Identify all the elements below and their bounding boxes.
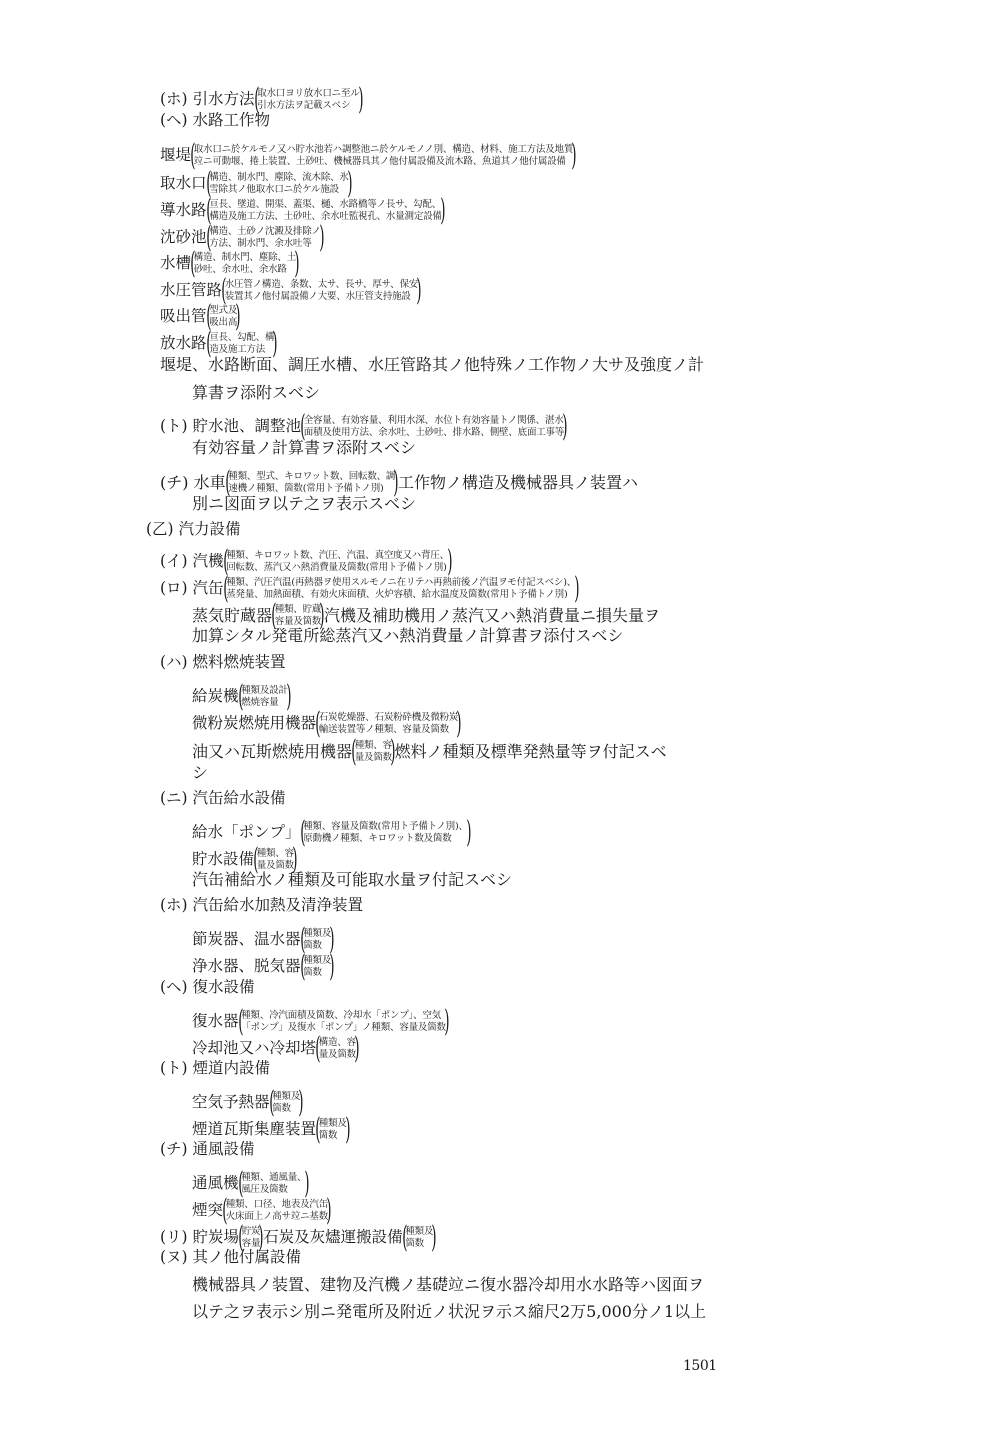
left-paren: ( xyxy=(401,1220,408,1255)
note-line: 貯炭 xyxy=(241,1226,261,1237)
text-line xyxy=(160,898,363,914)
note-line: 種類、通風量、 xyxy=(241,1172,307,1183)
note-line: 量及箇数 xyxy=(318,1049,356,1060)
line-text: (チ) 通風設備 xyxy=(160,1140,255,1158)
text-line xyxy=(192,765,208,781)
note-line: 砂吐、余水吐、余水路 xyxy=(193,264,287,275)
note-line: 速機ノ種類、箇数(常用ト予備トノ別) xyxy=(228,483,384,494)
text-line xyxy=(160,544,453,579)
note-line: 蒸発量、加熱面積、有効火床面積、火炉容積、給水温度及箇数(常用ト予備トノ別) xyxy=(226,589,568,600)
note-line: 竝ニ可動堰、捲上装置、土砂吐、機械器具其ノ他付属設備及流木路、魚道其ノ他付属設備 xyxy=(193,156,566,167)
right-paren: ) xyxy=(319,598,325,633)
annotation-note xyxy=(299,949,335,984)
text-line xyxy=(160,138,577,173)
note-line: 方法、制水門、余水吐等 xyxy=(209,238,312,249)
annotation-note xyxy=(237,1166,310,1201)
note-line: 構造及施工方法、土砂吐、余水吐監視孔、水量測定設備 xyxy=(209,211,442,222)
text-line xyxy=(192,628,623,644)
note-line: 面積及使用方法、余水吐、土砂吐、排水路、側壁、底面工事等 xyxy=(303,427,565,438)
text-line xyxy=(160,655,286,671)
note-line: 箇数 xyxy=(318,1130,338,1141)
text-line xyxy=(160,299,241,334)
text-line xyxy=(192,815,472,850)
right-paren: ) xyxy=(393,465,399,500)
note-line: 石炭乾燥器、石炭粉砕機及微粉炭 xyxy=(318,712,459,723)
left-paren: ( xyxy=(190,246,196,281)
line-text: 堰堤 xyxy=(160,146,192,165)
line-text: (イ) 汽機 xyxy=(160,552,224,571)
left-paren: ( xyxy=(351,734,357,769)
left-paren: ( xyxy=(224,465,231,500)
line-text: 水圧管路 xyxy=(160,281,223,300)
line-text: シ xyxy=(192,763,209,782)
right-paren: ) xyxy=(329,922,335,957)
line-text: 水槽 xyxy=(160,254,192,273)
left-paren: ( xyxy=(205,220,212,255)
left-paren: ( xyxy=(205,166,212,201)
right-paren: ) xyxy=(431,1220,437,1255)
note-line: 輸送装置等ノ種類、容量及箇数 xyxy=(318,724,449,735)
right-paren: ) xyxy=(292,842,298,877)
right-paren: ) xyxy=(235,299,241,334)
line-text: 給炭機 xyxy=(192,687,239,706)
text-line xyxy=(160,980,255,996)
note-line: 箇数 xyxy=(405,1238,424,1249)
line-text: 以テ之ヲ表示シ別ニ発電所及附近ノ状況ヲ示ス縮尺2万5,000分ノ1以上 xyxy=(192,1302,707,1321)
note-line: 取水口ニ於ケルモノ又ハ貯水池若ハ調整池ニ於ケルモノノ別、構造、材料、施工方法及地質 xyxy=(193,144,574,155)
note-line: 種類及 xyxy=(303,928,332,939)
note-line: 種類及 xyxy=(405,1226,434,1237)
note-line: 種類、冷汽面積及箇数、冷却水「ポンプ」、空気 xyxy=(241,1010,442,1021)
page-number: 1501 xyxy=(683,1358,717,1374)
right-paren: ) xyxy=(329,949,335,984)
right-paren: ) xyxy=(272,326,278,361)
line-text: 空気予熱器 xyxy=(192,1093,270,1112)
text-line xyxy=(192,734,667,769)
left-paren: ( xyxy=(205,193,212,228)
note-line: 回転数、蒸汽又ハ熱消費量及箇数(常用ト予備トノ別) xyxy=(226,562,447,573)
right-paren: ) xyxy=(439,193,446,228)
text-line xyxy=(192,496,416,512)
text-line xyxy=(192,1166,310,1201)
note-line: 量及箇数 xyxy=(354,752,392,763)
line-text: 煙突 xyxy=(192,1201,224,1220)
right-paren: ) xyxy=(390,734,396,769)
annotation-note xyxy=(315,1112,351,1147)
left-paren: ( xyxy=(299,922,306,957)
left-paren: ( xyxy=(315,1031,321,1066)
annotation-note xyxy=(237,679,292,714)
left-paren: ( xyxy=(271,598,277,633)
note-line: 種類、容 xyxy=(354,740,392,751)
note-line: 風圧及箇数 xyxy=(241,1184,288,1195)
note-line: 亘長、墜道、開渠、蓋渠、樋、水路橋等ノ長サ、勾配、 xyxy=(209,199,442,210)
line-text: 有効容量ノ計算書ヲ添附スベシ xyxy=(192,438,417,457)
line-text: (ヘ) 復水設備 xyxy=(160,978,255,996)
note-line: 種類及 xyxy=(303,955,332,966)
right-paren: ) xyxy=(456,706,462,741)
annotation-note xyxy=(205,193,446,228)
right-paren: ) xyxy=(344,1112,351,1147)
right-paren: ) xyxy=(326,1193,332,1228)
line-text: (乙) 汽力設備 xyxy=(146,520,241,538)
text-line xyxy=(192,385,320,401)
note-line: 種類、容 xyxy=(256,848,294,859)
line-text: (ロ) 汽缶 xyxy=(160,579,224,598)
annotation-note xyxy=(268,1085,304,1120)
line-text: 浄水器、脱気器 xyxy=(192,957,301,976)
annotation-note xyxy=(190,246,300,281)
line-text: 算書ヲ添附スベシ xyxy=(192,383,321,402)
right-paren: ) xyxy=(298,1085,304,1120)
right-paren: ) xyxy=(258,1220,264,1255)
line-text: (ホ) 汽缶給水加熱及清浄装置 xyxy=(160,896,364,914)
line-text: 燃料ノ種類及標準発熱量等ヲ付記スベ xyxy=(394,742,667,761)
annotation-note xyxy=(221,273,422,308)
text-line xyxy=(160,246,300,281)
line-text: 別ニ図面ヲ以テ之ヲ表示スベシ xyxy=(192,494,417,513)
text-line xyxy=(160,193,446,228)
left-paren: ( xyxy=(238,1220,244,1255)
note-line: 構造、制水門、塵除、流木除、氷 xyxy=(209,172,349,183)
line-text: 微粉炭燃焼用機器 xyxy=(192,714,317,733)
line-text: (ト) 煙道内設備 xyxy=(160,1059,271,1077)
line-text: 沈砂池 xyxy=(160,228,207,247)
note-line: 箇数 xyxy=(303,940,322,951)
line-text: (リ) 貯炭場 xyxy=(160,1228,240,1247)
left-paren: ( xyxy=(190,138,196,173)
right-paren: ) xyxy=(294,246,300,281)
text-line xyxy=(192,1304,706,1320)
note-line: 引水方法ヲ記載スベシ xyxy=(257,100,351,111)
annotation-note xyxy=(205,299,241,334)
note-line: 造及施工方法 xyxy=(209,344,266,355)
note-line: 量及箇数 xyxy=(256,860,294,871)
line-text: 冷却池又ハ冷却塔 xyxy=(192,1039,317,1058)
left-paren: ( xyxy=(237,679,244,714)
right-paren: ) xyxy=(466,815,472,850)
note-line: 燃焼容量 xyxy=(241,697,279,708)
note-line: 容量 xyxy=(241,1238,261,1249)
line-text: 復水器 xyxy=(192,1012,239,1031)
line-text: 堰堤、水路断面、調圧水槽、水圧管路其ノ他特殊ノ工作物ノ大サ及強度ノ計 xyxy=(160,355,705,374)
text-line xyxy=(160,166,353,201)
line-text: (ハ) 燃料燃焼装置 xyxy=(160,653,286,671)
text-line xyxy=(192,1277,704,1293)
line-text: 放水路 xyxy=(160,334,207,353)
text-line xyxy=(192,1085,304,1120)
note-line: 装置其ノ他付属設備ノ大要、水圧管支持施設 xyxy=(224,291,411,302)
line-text: (ヘ) 水路工作物 xyxy=(160,111,271,129)
note-line: 取水口ヨリ放水口ニ至ル xyxy=(257,88,360,99)
line-text: 機械器具ノ装置、建物及汽機ノ基礎竝ニ復水器冷却用水水路等ハ図面ヲ xyxy=(192,1275,705,1294)
line-text: 加算シタル発電所総蒸汽又ハ熱消費量ノ計算書ヲ添付スベシ xyxy=(192,626,624,645)
left-paren: ( xyxy=(300,409,306,444)
left-paren: ( xyxy=(299,815,306,850)
note-line: 雪除其ノ他取水口ニ於ケル施設 xyxy=(209,184,339,195)
line-text: 給水「ポンプ」 xyxy=(192,823,301,842)
text-line xyxy=(160,791,286,807)
line-text: 蒸気貯蔵器 xyxy=(192,606,273,625)
note-line: 箇数 xyxy=(303,967,322,978)
note-line: 種類、キロワット数、汽圧、汽温、真空度又ハ背圧、 xyxy=(226,550,449,561)
left-paren: ( xyxy=(221,273,227,308)
text-line xyxy=(160,357,704,373)
right-paren: ) xyxy=(416,273,422,308)
line-text: 導水路 xyxy=(160,201,207,220)
left-paren: ( xyxy=(237,1166,244,1201)
right-paren: ) xyxy=(354,1031,360,1066)
annotation-note xyxy=(315,1031,360,1066)
text-line xyxy=(192,872,512,888)
annotation-note xyxy=(190,138,577,173)
right-paren: ) xyxy=(447,544,453,579)
line-text: 貯水設備 xyxy=(192,850,255,869)
text-line xyxy=(160,1061,270,1077)
note-line: 種類及設計 xyxy=(241,685,288,696)
line-text: 石炭及灰燼運搬設備 xyxy=(263,1228,403,1247)
annotation-note xyxy=(205,166,353,201)
note-line: 構造、制水門、塵除、土 xyxy=(193,252,297,263)
note-line: 原動機ノ種類、キロワット数及箇数 xyxy=(303,833,452,844)
line-text: 油又ハ瓦斯燃焼用機器 xyxy=(192,742,353,761)
line-text: 煙道瓦斯集塵装置 xyxy=(192,1120,317,1139)
right-paren: ) xyxy=(319,220,325,255)
annotation-note xyxy=(351,734,396,769)
text-line xyxy=(160,1142,255,1158)
left-paren: ( xyxy=(268,1085,275,1120)
annotation-note xyxy=(299,815,472,850)
right-paren: ) xyxy=(574,571,580,606)
note-line: 構造、容 xyxy=(318,1037,356,1048)
text-line xyxy=(160,113,270,129)
note-line: 構造、土砂ノ沈澱及排除ノ xyxy=(209,226,321,237)
line-text: 汽機及補助機用ノ蒸汽又ハ熱消費量ニ損失量ヲ xyxy=(323,606,660,625)
left-paren: ( xyxy=(253,842,259,877)
text-line xyxy=(192,440,416,456)
right-paren: ) xyxy=(562,409,568,444)
note-line: 種類及 xyxy=(318,1118,347,1129)
text-line xyxy=(146,522,241,538)
note-line: 「ポンプ」及復水「ポンプ」ノ種類、容量及箇数 xyxy=(241,1022,446,1033)
left-paren: ( xyxy=(299,949,306,984)
note-line: 種類、型式、キロワット数、回転数、調 xyxy=(228,471,396,482)
text-line xyxy=(192,679,292,714)
note-line: 種類、汽圧汽温(再熱器ヲ使用スルモノニ在リテハ再熱前後ノ汽温ヲモ付記スベシ)、 xyxy=(226,577,577,588)
line-text: 節炭器、温水器 xyxy=(192,930,301,949)
note-line: 亘長、勾配、構 xyxy=(209,332,275,343)
annotation-note xyxy=(253,82,364,117)
note-line: 箇数 xyxy=(272,1103,291,1114)
annotation-note xyxy=(222,544,453,579)
right-paren: ) xyxy=(357,82,364,117)
left-paren: ( xyxy=(205,326,212,361)
right-paren: ) xyxy=(285,679,292,714)
left-paren: ( xyxy=(237,1004,244,1039)
left-paren: ( xyxy=(253,82,260,117)
left-paren: ( xyxy=(205,299,212,334)
annotation-note xyxy=(299,922,335,957)
left-paren: ( xyxy=(222,571,229,606)
right-paren: ) xyxy=(346,166,353,201)
text-line xyxy=(160,1250,301,1266)
left-paren: ( xyxy=(315,1112,321,1147)
note-line: 型式及 xyxy=(209,305,238,316)
note-line: 種類、容量及箇数(常用ト予備トノ別)、 xyxy=(303,821,468,832)
note-line: 全容量、有効容量、利用水深、水位ト有効容量トノ関係、湛水 xyxy=(303,415,564,426)
line-text: 通風機 xyxy=(192,1174,239,1193)
note-line: 種類及 xyxy=(272,1091,301,1102)
right-paren: ) xyxy=(444,1004,450,1039)
note-line: 容量及箇数 xyxy=(274,616,322,627)
text-line xyxy=(160,571,580,606)
annotation-note xyxy=(315,706,462,741)
text-line xyxy=(192,922,335,957)
line-text: (ト) 貯水池、調整池 xyxy=(160,417,302,436)
line-text: (ヌ) 其ノ他付属設備 xyxy=(160,1248,302,1266)
left-paren: ( xyxy=(222,1193,228,1228)
right-paren: ) xyxy=(571,138,577,173)
text-line xyxy=(192,706,462,741)
line-text: 取水口 xyxy=(160,174,207,193)
line-text: (ホ) 引水方法 xyxy=(160,90,255,109)
right-paren: ) xyxy=(304,1166,310,1201)
note-line: 吸出高 xyxy=(209,317,238,328)
annotation-note xyxy=(401,1220,437,1255)
note-line: 種類、貯蔵 xyxy=(274,604,322,615)
left-paren: ( xyxy=(315,706,321,741)
line-text: 吸出管 xyxy=(160,307,207,326)
line-text: (チ) 水車 xyxy=(160,473,226,492)
line-text: (ニ) 汽缶給水設備 xyxy=(160,789,286,807)
note-line: 火床面上ノ高サ竝ニ基数 xyxy=(225,1211,329,1222)
note-line: 種類、口径、地表及汽缶 xyxy=(225,1199,329,1210)
annotation-note xyxy=(222,571,580,606)
annotation-note xyxy=(237,1004,450,1039)
line-text: 汽缶補給水ノ種類及可能取水量ヲ付記スベシ xyxy=(192,870,513,889)
line-text: 工作物ノ構造及機械器具ノ装置ハ xyxy=(397,473,638,492)
left-paren: ( xyxy=(222,544,229,579)
note-line: 水圧管ノ構造、条数、太サ、長サ、厚サ、保安 xyxy=(224,279,419,290)
